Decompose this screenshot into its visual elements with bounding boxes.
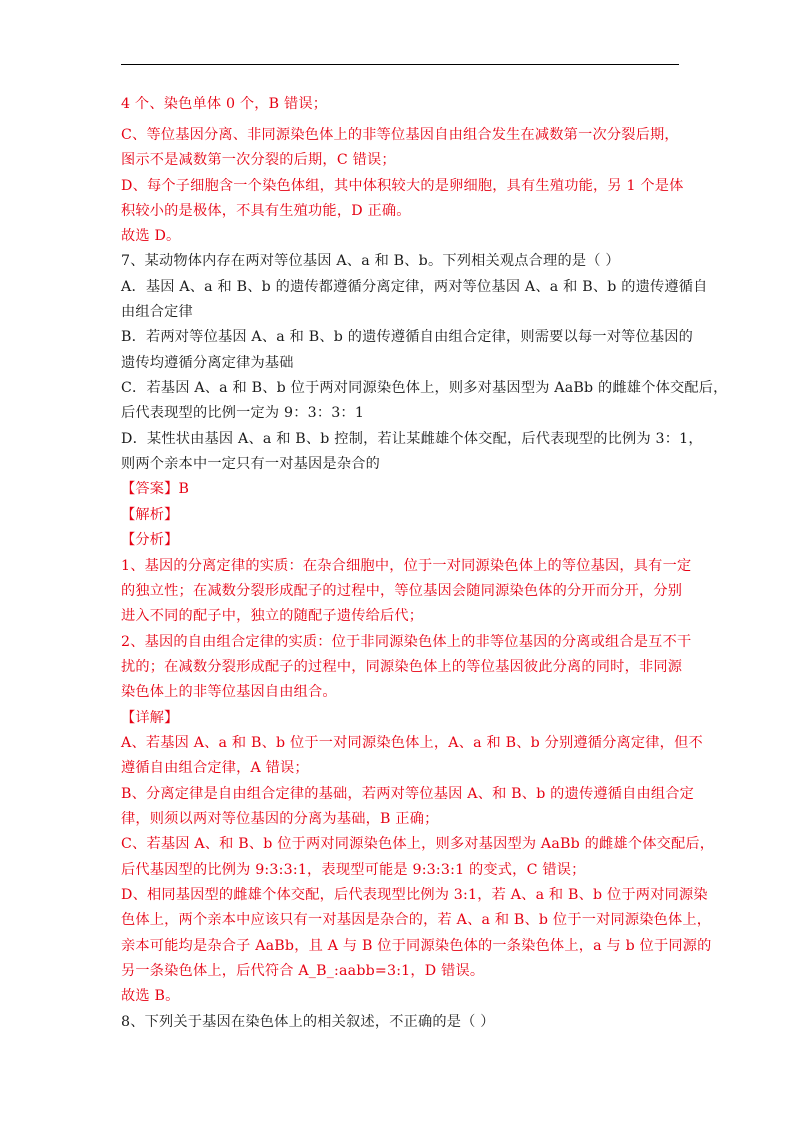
xiangjie-line: C、若基因 A、和 B、b 位于两对同源染色体上，则多对基因型为 AaBb 的雌雄个体交配后， <box>121 836 715 852</box>
fenxi-line: 2、基因的自由组合定律的实质：位于非同源染色体上的非等位基因的分离或组合是互不干 <box>121 634 692 650</box>
xiangjie-heading: 【详解】 <box>121 710 179 726</box>
question-7-option-c-cont: 后代表现型的比例一定为 9：3：3：1 <box>121 405 365 421</box>
fenxi-line: 的独立性；在减数分裂形成配子的过程中，等位基因会随同源染色体的分开而分开，分别 <box>121 583 683 599</box>
question-7-option-d-cont: 则两个亲本中一定只有一对基因是杂合的 <box>121 456 380 472</box>
prev-conclusion: 故选 D。 <box>121 228 181 244</box>
question-7-option-a: A．基因 A、a 和 B、b 的遗传都遵循分离定律，两对等位基因 A、a 和 B、b 的遗传遵循自 <box>121 279 708 295</box>
fenxi-line: 1、基因的分离定律的实质：在杂合细胞中，位于一对同源染色体上的等位基因，具有一定 <box>121 558 692 574</box>
fenxi-line: 染色体上的非等位基因自由组合。 <box>121 684 337 700</box>
xiangjie-line: 亲本可能均是杂合子 AaBb，且 A 与 B 位于同源染色体的一条染色体上，a 与 b 位于同源的 <box>121 938 712 954</box>
prev-explanation-line: 积较小的是极体，不具有生殖功能，D 正确。 <box>121 203 411 219</box>
prev-explanation-line: 图示不是减数第一次分裂的后期，C 错误； <box>121 152 396 168</box>
prev-explanation-line: D、每个子细胞含一个染色体组，其中体积较大的是卵细胞，具有生殖功能，另 1 个是体 <box>121 178 684 194</box>
xiangjie-line: D、相同基因型的雌雄个体交配，后代表现型比例为 3:1，若 A、a 和 B、b 位于两对同源染 <box>121 887 708 903</box>
jiexi-heading: 【解析】 <box>121 507 179 523</box>
header-rule <box>121 64 679 65</box>
question-7-option-b: B．若两对等位基因 A、a 和 B、b 的遗传遵循自由组合定律，则需要以每一对等位基因的 <box>121 329 694 345</box>
xiangjie-line: 遵循自由组合定律，A 错误； <box>121 760 309 776</box>
conclusion-line: 故选 B。 <box>121 988 180 1004</box>
fenxi-line: 扰的；在减数分裂形成配子的过程中，同源染色体上的等位基因彼此分离的同时，非同源 <box>121 659 683 675</box>
xiangjie-line: 律，则须以两对等位基因的分离为基础，B 正确； <box>121 811 439 827</box>
question-7-stem: 7、某动物体内存在两对等位基因 A、a 和 B、b。下列相关观点合理的是（ ） <box>121 253 620 269</box>
answer-line: 【答案】B <box>121 481 190 497</box>
xiangjie-line: 后代基因型的比例为 9:3:3:1，表现型可能是 9:3:3:1 的变式，C 错误； <box>121 862 586 878</box>
question-7-option-d: D．某性状由基因 A、a 和 B、b 控制，若让某雌雄个体交配，后代表现型的比例为 3：1， <box>121 431 703 447</box>
fenxi-line: 进入不同的配子中，独立的随配子遗传给后代； <box>121 608 424 624</box>
xiangjie-line: B、分离定律是自由组合定律的基础，若两对等位基因 A、和 B、b 的遗传遵循自由组合定 <box>121 786 695 802</box>
xiangjie-line: A、若基因 A、a 和 B、b 位于一对同源染色体上，A、a 和 B、b 分别遵循分离定律，但不 <box>121 735 703 751</box>
question-7-option-c: C．若基因 A、a 和 B、b 位于两对同源染色体上，则多对基因型为 AaBb 的雌雄个体交配后， <box>121 380 728 396</box>
prev-explanation-line: C、等位基因分离、非同源染色体上的非等位基因自由组合发生在减数第一次分裂后期， <box>121 127 679 143</box>
xiangjie-line: 色体上，两个亲本中应该只有一对基因是杂合的，若 A、a 和 B、b 位于一对同源染色体上， <box>121 912 712 928</box>
question-8-stem: 8、下列关于基因在染色体上的相关叙述，不正确的是（ ） <box>121 1014 495 1030</box>
question-7-option-a-cont: 由组合定律 <box>121 304 193 320</box>
fenxi-heading: 【分析】 <box>121 532 179 548</box>
prev-explanation-line: 4 个、染色单体 0 个，B 错误； <box>121 96 328 112</box>
xiangjie-line: 另一条染色体上，后代符合 A_B_:aabb=3:1，D 错误。 <box>121 963 485 979</box>
question-7-option-b-cont: 遗传均遵循分离定律为基础 <box>121 355 294 371</box>
